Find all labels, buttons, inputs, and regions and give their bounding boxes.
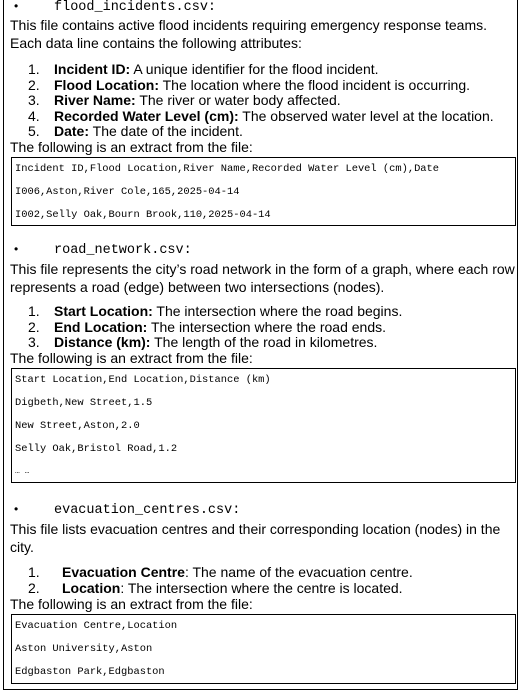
evacuation-centres-extract <box>11 614 516 684</box>
bullet-icon: • <box>14 242 19 256</box>
file-heading-flood-incidents: • flood_incidents.csv: <box>14 0 216 15</box>
flood-incidents-extract <box>11 157 516 226</box>
flood-incidents-attribute-list <box>28 62 508 140</box>
bullet-icon: • <box>14 0 19 13</box>
list-item: 3. River Name: The river or water body affected. <box>28 92 341 109</box>
list-item: 2. Flood Location: The location where the flood incident is occurring. <box>28 76 471 93</box>
list-item: 2. Location: The intersection where the centre is located. <box>28 579 403 596</box>
extract-line: New Street,Aston,2.0 <box>15 420 140 432</box>
extract-ellipsis: … … <box>15 467 30 476</box>
extract-line: Incident ID,Flood Location,River Name,Recorded Water Level (cm),Date <box>15 163 440 175</box>
extract-label: The following is an extract from the file: <box>10 139 253 155</box>
extract-line: Evacuation Centre,Location <box>15 620 178 632</box>
extract-line: Digbeth,New Street,1.5 <box>15 397 153 409</box>
list-item: 4. Recorded Water Level (cm): The observed water level at the location. <box>28 107 494 124</box>
list-item: 3. Distance (km): The length of the road in kilometres. <box>28 334 378 351</box>
list-item: 1. Start Location: The intersection where the road begins. <box>28 303 403 319</box>
extract-line: I006,Aston,River Cole,165,2025-04-14 <box>15 186 240 198</box>
road-network-attribute-list <box>28 304 508 351</box>
extract-line: Selly Oak,Bristol Road,1.2 <box>15 443 178 455</box>
file-heading-evacuation-centres: • evacuation_centres.csv: <box>14 502 241 518</box>
extract-line: Start Location,End Location,Distance (km) <box>15 374 271 386</box>
list-item: 1. Evacuation Centre: The name of the evacuation centre. <box>28 564 413 580</box>
bullet-icon: • <box>14 502 19 516</box>
list-item: 5. Date: The date of the incident. <box>28 123 243 140</box>
evacuation-centres-attribute-list <box>28 565 508 596</box>
extract-line: Edgbaston Park,Edgbaston <box>15 666 165 678</box>
list-item: 2. End Location: The intersection where the road ends. <box>28 318 386 335</box>
document-page <box>3 0 518 690</box>
extract-label: The following is an extract from the file: <box>10 596 253 612</box>
extract-label: The following is an extract from the file: <box>10 350 253 366</box>
list-item: 1. Incident ID: A unique identifier for the flood incident. <box>28 61 379 77</box>
extract-line: Aston University,Aston <box>15 643 153 655</box>
flood-incidents-intro: This file contains active flood incidents requiring emergency response teams. Each data line contains the following attributes: <box>10 17 488 51</box>
road-network-intro: This file represents the city’s road network in the form of a graph, where each row represents a road (edge) between two intersections (nodes). <box>10 261 515 295</box>
extract-line: I002,Selly Oak,Bourn Brook,110,2025-04-14 <box>15 209 271 221</box>
file-heading-road-network: • road_network.csv: <box>14 242 192 258</box>
road-network-extract <box>11 368 516 483</box>
evacuation-centres-intro: This file lists evacuation centres and their corresponding location (nodes) in the city. <box>10 521 501 555</box>
